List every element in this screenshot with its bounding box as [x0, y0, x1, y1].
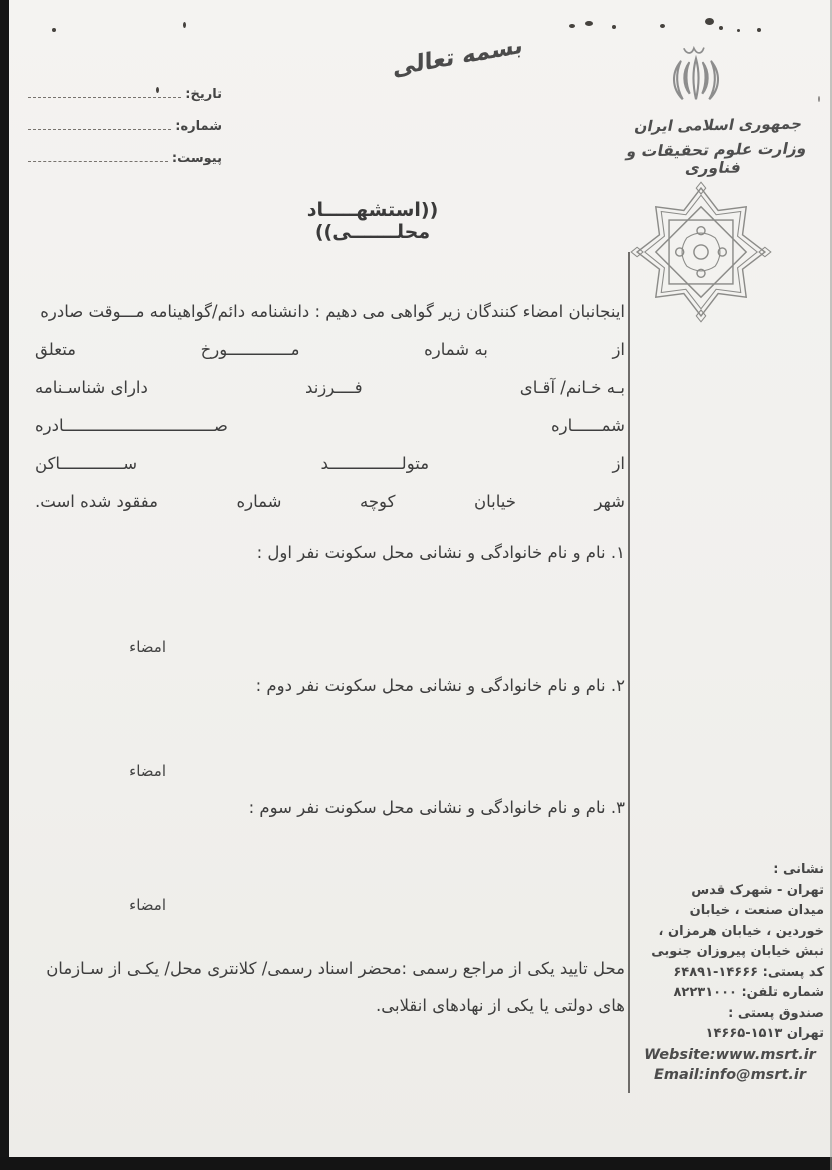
scan-edge-left — [0, 0, 9, 1170]
vertical-divider — [628, 252, 630, 1093]
body-line-2 — [35, 340, 625, 378]
po-box-label: صندوق پستی : — [728, 1005, 824, 1021]
witness-3-heading: ۳. نام و نام خانوادگی و نشانی محل سکونت نفر سوم : — [248, 798, 625, 817]
field-issued: صـــــــــــــــــــــــــــــــادره — [35, 416, 228, 435]
letterhead-ministry: وزارت علوم تحقیقات و فناوری — [625, 139, 809, 178]
field-from: از — [612, 340, 625, 359]
email-address: Email:info@msrt.ir — [653, 1067, 807, 1083]
address-line-2: میدان صنعت ، خیابان — [689, 903, 824, 918]
form-body — [35, 302, 625, 530]
postal-code: کد پستی: ۱۴۶۶۶-۶۴۸۹۱ — [673, 964, 824, 980]
scan-edge-bottom — [0, 1157, 832, 1170]
number-field — [28, 112, 222, 134]
body-line-4 — [35, 416, 625, 454]
phone-number: شماره تلفن: ۸۲۲۳۱۰۰۰ — [673, 985, 824, 1000]
page-title: ((استشهـــــاد محلـــــــی)) — [306, 199, 439, 243]
contact-block — [636, 860, 824, 1086]
witness-3-signature-label: امضاء — [129, 896, 166, 914]
field-id-number: شمــــــاره — [550, 416, 625, 435]
website-url: Website:www.msrt.ir — [644, 1046, 816, 1063]
body-line-6 — [35, 492, 625, 530]
approval-note-line-1: محل تایید یکی از مراجع رسمی :محضر اسناد رسمی/ کلانتری محل/ یکـی از سـازمان — [46, 959, 625, 978]
field-born: متولـــــــــــــــد — [320, 454, 430, 473]
witness-2-signature-label: امضاء — [129, 762, 166, 780]
date-blank-line — [28, 97, 181, 98]
address-line-4: نبش خیابان پیروزان جنوبی — [651, 944, 824, 959]
meta-fields — [28, 80, 222, 176]
date-label: تاریخ: — [185, 87, 222, 102]
girih-star-ornament-icon — [627, 181, 775, 323]
number-blank-line — [28, 129, 171, 130]
letterhead-country: جمهوری اسلامی ایران — [633, 114, 804, 136]
witness-2-heading: ۲. نام و نام خانوادگی و نشانی محل سکونت نفر دوم : — [255, 676, 625, 695]
address-line-1: تهران - شهرک قدس — [691, 882, 824, 898]
body-line-1: اینجانبان امضاء کنندگان زیر گواهی می دهیم : دانشنامه دائم/گواهینامه مـــوقت صادره — [40, 302, 625, 321]
field-street: خیابان — [473, 492, 516, 511]
po-box: تهران ۱۵۱۳-۱۴۶۶۵ — [705, 1026, 824, 1041]
date-field — [28, 80, 222, 102]
field-lost-statement: مفقود شده است. — [35, 492, 158, 511]
number-label: شماره: — [175, 119, 222, 134]
field-child-of: فــــرزند — [305, 378, 363, 397]
field-alley: کوچه — [360, 492, 396, 511]
field-name: بـه خـانم/ آقـای — [519, 378, 625, 397]
iran-emblem-icon — [661, 40, 731, 118]
field-id-card: دارای شناسـنامه — [35, 378, 148, 397]
witness-1-heading: ۱. نام و نام خانوادگی و نشانی محل سکونت نفر اول : — [256, 543, 625, 562]
address-label: نشانی : — [773, 862, 824, 877]
body-line-3 — [35, 378, 625, 416]
attachment-blank-line — [28, 161, 168, 162]
field-dated: مـــــــــــــورخ — [200, 340, 300, 359]
field-belonging: متعلق — [35, 340, 77, 359]
field-issued-from: از — [612, 454, 625, 473]
field-number: به شماره — [424, 340, 488, 359]
field-city: شهر — [594, 492, 625, 511]
approval-note — [35, 950, 625, 1024]
address-line-3: خوردین ، خیابان هرمزان ، — [658, 923, 824, 939]
field-resident: ســـــــــــــاکن — [35, 454, 138, 473]
body-line-5 — [35, 454, 625, 492]
attachment-label: پیوست: — [171, 151, 222, 166]
bismillah-calligraphy: بسمه تعالی — [393, 32, 523, 82]
attachment-field — [28, 144, 222, 166]
field-house-number: شماره — [236, 492, 282, 511]
witness-1-signature-label: امضاء — [129, 638, 166, 656]
approval-note-line-2: های دولتی یا یکی از نهادهای انقلابی. — [376, 996, 625, 1015]
